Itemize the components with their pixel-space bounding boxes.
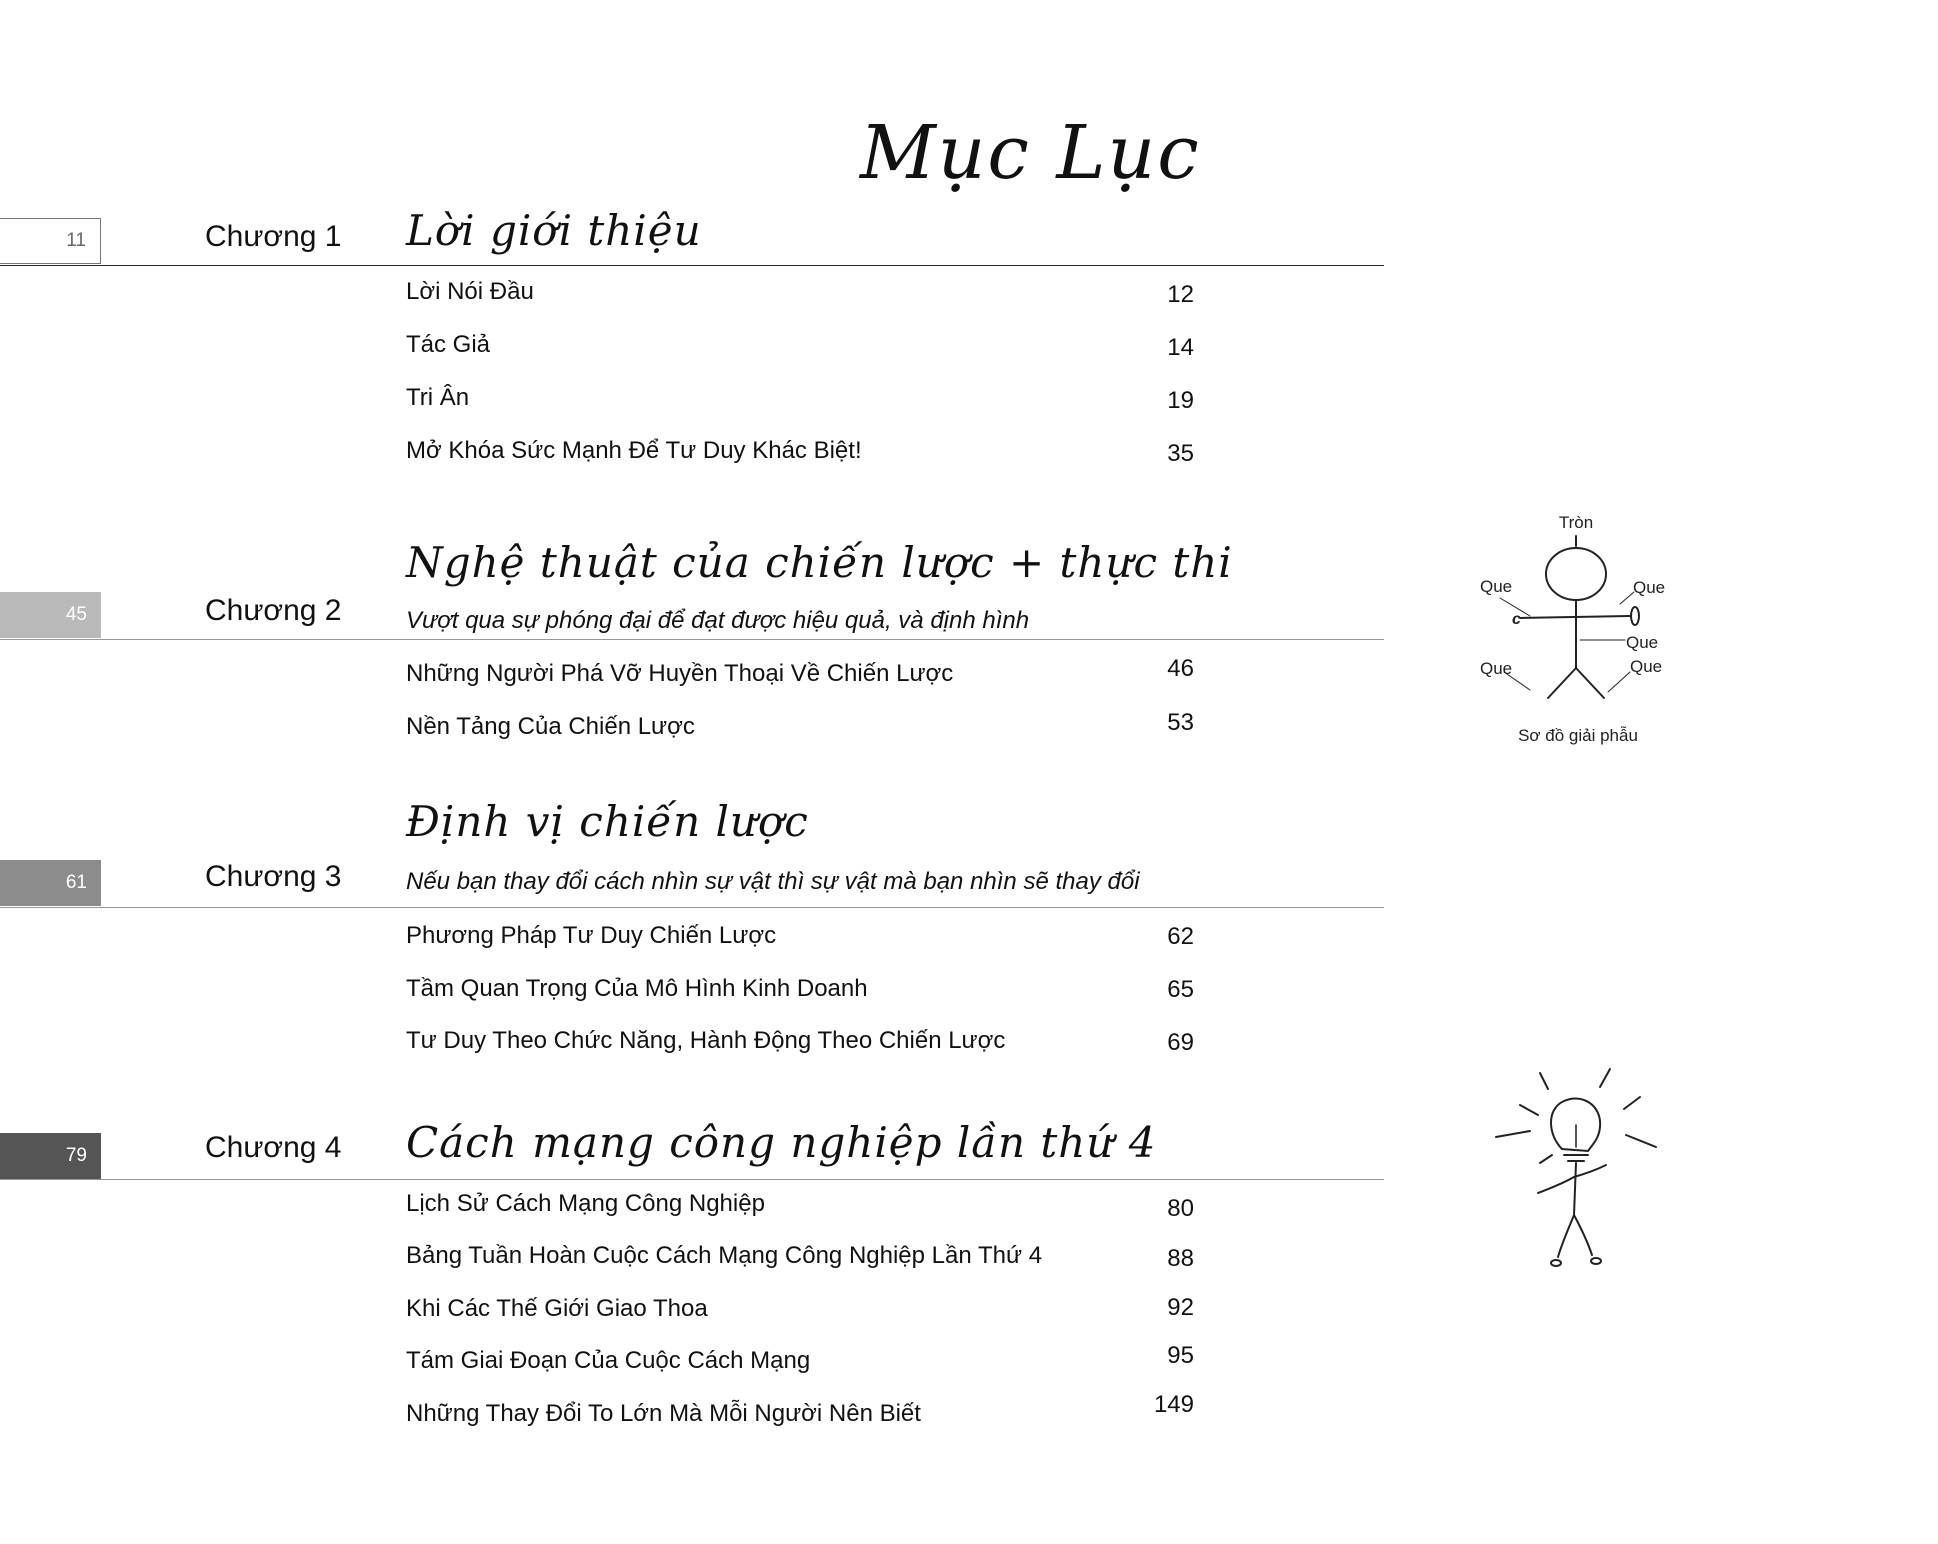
chapter-tab-1[interactable]: 11: [0, 218, 101, 264]
toc-page-number: 69: [1167, 1029, 1194, 1056]
light-ray: [1520, 1105, 1538, 1115]
toc-page-number: 53: [1167, 709, 1194, 736]
head-circle: [1546, 548, 1606, 600]
toc-entry[interactable]: Những Người Phá Vỡ Huyền Thoại Về Chiến Lược: [406, 660, 954, 687]
arm-left-label: Que: [1480, 577, 1513, 596]
chapter-divider: [0, 265, 1384, 266]
chapter-label: Chương 4: [205, 1131, 342, 1164]
body-line: [1574, 1163, 1576, 1215]
toc-page-number: 65: [1167, 976, 1194, 1003]
chapter-label: Chương 2: [205, 594, 342, 627]
foot-right: [1591, 1258, 1601, 1264]
chapter-title[interactable]: Cách mạng công nghiệp lần thứ 4: [406, 1118, 1157, 1167]
light-ray: [1624, 1097, 1640, 1109]
toc-entry[interactable]: Phương Pháp Tư Duy Chiến Lược: [406, 922, 777, 949]
foot-left: [1551, 1260, 1561, 1266]
toc-title: Mục Lục: [860, 110, 1201, 196]
head-label: Tròn: [1558, 513, 1594, 532]
leg-right: [1576, 668, 1604, 698]
chapter-tab-4[interactable]: 79: [0, 1133, 101, 1179]
light-ray: [1496, 1131, 1530, 1137]
arm-right: [1574, 1165, 1606, 1177]
arms-line: [1520, 616, 1630, 618]
lightbulb-figure-illustration: [1490, 1065, 1670, 1280]
toc-entry[interactable]: Tri Ân: [406, 384, 470, 411]
arm-left: [1538, 1177, 1574, 1193]
chapter-title[interactable]: Nghệ thuật của chiến lược + thực thi: [406, 538, 1233, 587]
toc-page-number: 80: [1167, 1195, 1194, 1222]
chapter-divider: [0, 639, 1384, 640]
toc-page-number: 19: [1167, 387, 1194, 414]
toc-page-number: 14: [1167, 334, 1194, 361]
toc-entry[interactable]: Lịch Sử Cách Mạng Công Nghiệp: [406, 1190, 765, 1217]
toc-page-number: 35: [1167, 440, 1194, 467]
toc-page-number: 46: [1167, 655, 1194, 682]
chapter-label: Chương 3: [205, 860, 342, 893]
stick-figure-diagram: [1470, 500, 1670, 760]
toc-page-number: 149: [1153, 1391, 1194, 1418]
hand-right: [1631, 607, 1639, 625]
light-ray: [1626, 1135, 1656, 1147]
chapter-subtitle: Vượt qua sự phóng đại để đạt được hiệu quả, và định hình: [406, 607, 1030, 634]
chapter-tab-3[interactable]: 61: [0, 860, 101, 906]
chapter-divider: [0, 907, 1384, 908]
toc-entry[interactable]: Những Thay Đổi To Lớn Mà Mỗi Người Nên Biết: [406, 1400, 921, 1427]
chapter-title[interactable]: Định vị chiến lược: [406, 797, 809, 846]
toc-entry[interactable]: Tầm Quan Trọng Của Mô Hình Kinh Doanh: [406, 975, 868, 1002]
leg-left: [1558, 1215, 1574, 1257]
leg-right-pointer: [1608, 672, 1630, 692]
toc-entry[interactable]: Tư Duy Theo Chức Năng, Hành Động Theo Chiến Lược: [406, 1027, 1006, 1054]
toc-entry[interactable]: Nền Tảng Của Chiến Lược: [406, 713, 695, 740]
hand-left-label: c: [1512, 611, 1521, 628]
toc-entry[interactable]: Lời Nói Đầu: [406, 278, 534, 305]
diagram-caption: Sơ đồ giải phẫu: [1518, 726, 1638, 745]
toc-entry[interactable]: Tám Giai Đoạn Của Cuộc Cách Mạng: [406, 1347, 811, 1374]
leg-left: [1548, 668, 1576, 698]
chapter-label: Chương 1: [205, 220, 342, 253]
chapter-title[interactable]: Lời giới thiệu: [406, 206, 702, 255]
chapter-tab-2[interactable]: 45: [0, 592, 101, 638]
toc-page-number: 62: [1167, 923, 1194, 950]
leg-right-label: Que: [1630, 657, 1663, 676]
toc-page-number: 12: [1167, 281, 1194, 308]
toc-entry[interactable]: Tác Giả: [406, 331, 491, 358]
toc-page-number: 88: [1167, 1245, 1194, 1272]
toc-entry[interactable]: Bảng Tuần Hoàn Cuộc Cách Mạng Công Nghiệp Lần Thứ 4: [406, 1242, 1043, 1269]
toc-entry[interactable]: Mở Khóa Sức Mạnh Để Tư Duy Khác Biệt!: [406, 437, 862, 464]
arm-right-pointer: [1620, 592, 1634, 604]
light-ray: [1540, 1073, 1548, 1089]
toc-page-number: 95: [1167, 1342, 1194, 1369]
light-ray: [1540, 1155, 1552, 1163]
leg-left-label: Que: [1480, 659, 1513, 678]
light-ray: [1600, 1069, 1610, 1087]
chapter-divider: [0, 1179, 1384, 1180]
body-label: Que: [1626, 633, 1659, 652]
leg-right: [1574, 1215, 1592, 1255]
toc-page-number: 92: [1167, 1294, 1194, 1321]
arm-right-label: Que: [1633, 578, 1666, 597]
toc-entry[interactable]: Khi Các Thế Giới Giao Thoa: [406, 1295, 708, 1322]
chapter-subtitle: Nếu bạn thay đổi cách nhìn sự vật thì sự vật mà bạn nhìn sẽ thay đổi: [406, 868, 1140, 895]
